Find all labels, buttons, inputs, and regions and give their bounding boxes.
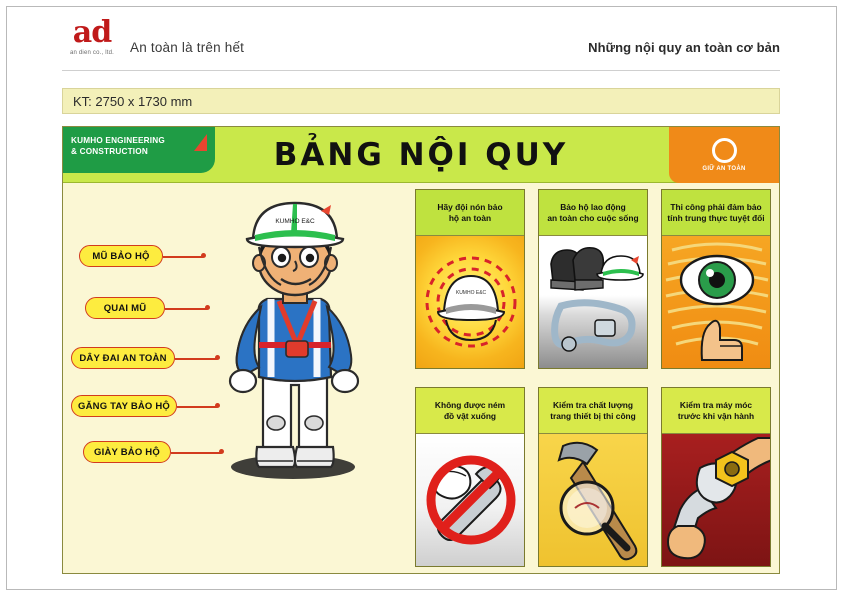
callout-helmet: MŨ BẢO HỘ	[79, 245, 163, 267]
sign-helmet-title-line1: Hãy đội nón bảo	[437, 201, 503, 212]
sign-inspect-equipment[interactable]	[538, 387, 648, 567]
sign-ppe-title-line1: Bảo hộ lao động	[560, 201, 626, 212]
wrench-bolt-hand-icon	[662, 434, 771, 566]
leader-dot-boots	[219, 449, 224, 454]
character-diagram	[71, 187, 407, 567]
sign-no-throwing-title-line1: Không được ném	[434, 399, 506, 410]
sign-inspect-machine-title	[662, 388, 770, 434]
leader-line-chinstrap	[165, 308, 207, 310]
sign-no-throwing-title-line2: đồ vật xuống	[443, 410, 497, 421]
svg-text:KUMHO E&C: KUMHO E&C	[455, 290, 487, 296]
leader-dot-harness	[215, 355, 220, 360]
sign-no-throwing-body	[416, 434, 524, 566]
sign-honesty-body	[662, 236, 770, 368]
size-label: KT: 2750 x 1730 mm	[73, 93, 193, 109]
page-header	[62, 15, 780, 62]
sign-inspect-machine-title-line1: Kiểm tra máy móc	[679, 399, 753, 410]
logo-mark-text: ad	[72, 15, 112, 50]
boots-helmet-harness-icon	[539, 236, 648, 368]
callout-harness: DÂY ĐAI AN TOÀN	[71, 347, 175, 369]
sign-ppe-body	[539, 236, 647, 368]
poster	[62, 126, 780, 574]
sign-helmet-title	[416, 190, 524, 236]
leader-dot-gloves	[215, 403, 220, 408]
sign-inspect-equipment-title-line2: trang thiết bị thi công	[550, 410, 636, 421]
size-bar	[62, 88, 780, 114]
sign-inspect-machine-body	[662, 434, 770, 566]
hammer-magnifier-icon	[539, 434, 648, 566]
logo-subtitle: an dien co., ltd.	[69, 50, 115, 56]
sign-honesty-title	[662, 190, 770, 236]
worker-character	[201, 195, 391, 500]
sign-inspect-machine-title-line2: trước khi vận hành	[677, 410, 755, 421]
sign-honesty-title-line1: Thi công phải đảm bảo	[670, 201, 762, 212]
ring-icon	[712, 138, 737, 163]
leader-dot-chinstrap	[205, 305, 210, 310]
sign-inspect-equipment-title	[539, 388, 647, 434]
worker-illustration	[201, 195, 391, 495]
leader-line-helmet	[163, 256, 203, 258]
header-slogan: An toàn là trên hết	[130, 40, 245, 55]
leader-line-harness	[175, 358, 217, 360]
safety-badge-label: GIỮ AN TOÀN	[702, 166, 746, 172]
poster-title: BẢNG NỘI QUY	[273, 137, 569, 173]
leader-line-gloves	[177, 406, 217, 408]
kumho-line1: KUMHO ENGINEERING	[71, 136, 165, 145]
sign-no-throwing[interactable]	[415, 387, 525, 567]
company-logo	[62, 15, 122, 64]
safety-badge	[669, 127, 779, 183]
safety-sign-grid	[415, 189, 771, 569]
header-divider	[62, 70, 780, 71]
sign-ppe-title-line2: an toàn cho cuộc sống	[547, 212, 639, 223]
header-document-title: Những nội quy an toàn cơ bản	[588, 40, 780, 55]
sign-helmet[interactable]	[415, 189, 525, 369]
sign-inspect-machine[interactable]	[661, 387, 771, 567]
callout-chinstrap: QUAI MŨ	[85, 297, 165, 319]
sign-helmet-title-line2: hộ an toàn	[448, 212, 492, 223]
sign-ppe-title	[539, 190, 647, 236]
callout-gloves: GĂNG TAY BẢO HỘ	[71, 395, 177, 417]
sign-ppe[interactable]	[538, 189, 648, 369]
kumho-swoosh-icon	[194, 134, 207, 151]
kumho-logo-tab	[63, 127, 215, 173]
sign-helmet-body	[416, 236, 524, 368]
eye-hand-icon	[662, 236, 771, 368]
sign-honesty[interactable]	[661, 189, 771, 369]
leader-dot-helmet	[201, 253, 206, 258]
helmet-brand-text: KUMHO E&C	[275, 218, 315, 225]
sign-inspect-equipment-title-line1: Kiểm tra chất lượng	[553, 399, 633, 410]
sign-honesty-title-line2: tính trung thực tuyệt đối	[667, 212, 765, 223]
callout-boots: GIÀY BẢO HỘ	[83, 441, 171, 463]
leader-line-boots	[171, 452, 221, 454]
sign-no-throwing-title	[416, 388, 524, 434]
sign-inspect-equipment-body	[539, 434, 647, 566]
helmet-icon	[416, 236, 525, 368]
no-throwing-wrench-icon	[416, 434, 525, 566]
kumho-line2: & CONSTRUCTION	[71, 147, 148, 156]
